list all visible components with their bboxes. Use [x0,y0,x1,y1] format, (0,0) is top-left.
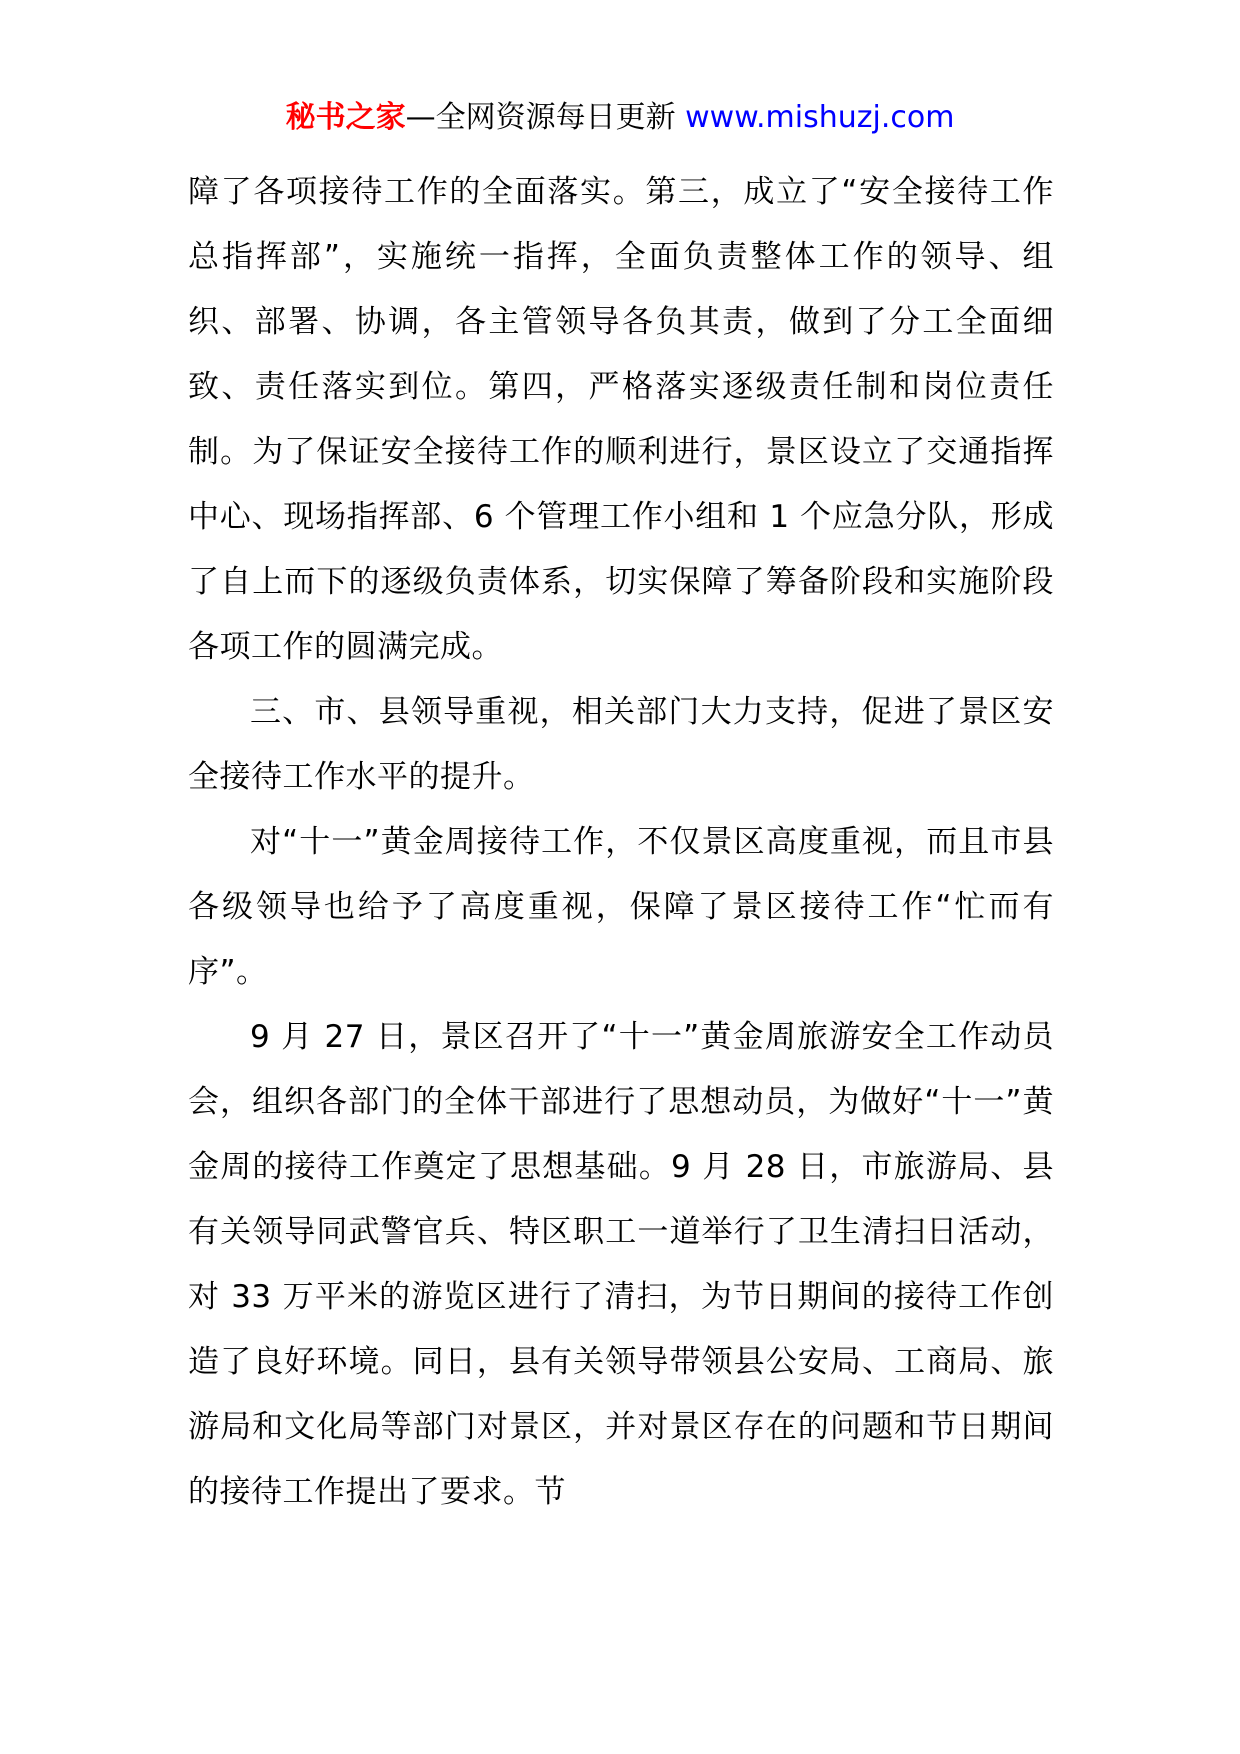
site-header [0,98,1240,138]
paragraph-continued: 障了各项接待工作的全面落实。第三，成立了“安全接待工作总指挥部”，实施统一指挥，全面负责整体工作的领导、组织、部署、协调，各主管领导各负其责，做到了分工全面细致、责任落实到位。第四，严格落实逐级责任制和岗位责任制。为了保证安全接待工作的顺利进行，景区设立了交通指挥中心、现场指挥部、6 个管理工作小组和 1 个应急分队，形成了自上而下的逐级负责体系，切实保障了筹备阶段和实施阶段各项工作的圆满完成。 [188,174,1054,665]
document-body [188,160,1054,1525]
paragraph: 对“十一”黄金周接待工作，不仅景区高度重视，而且市县各级领导也给予了高度重视，保障了景区接待工作“忙而有序”。 [188,824,1054,990]
header-slogan: —全网资源每日更新 [405,100,676,135]
site-url-link[interactable]: www.mishuzj.com [685,100,955,135]
section-heading: 三、市、县领导重视，相关部门大力支持，促进了景区安全接待工作水平的提升。 [188,694,1054,795]
brand-name: 秘书之家 [285,100,406,135]
paragraph: 9 月 27 日，景区召开了“十一”黄金周旅游安全工作动员会，组织各部门的全体干部进行了思想动员，为做好“十一”黄金周的接待工作奠定了思想基础。9 月 28 日，市旅游局、县有关领导同武警官兵、特区职工一道举行了卫生清扫日活动，对 33 万平米的游览区进行了清扫，为节日期间的接待工作创造了良好环境。同日，县有关领导带领县公安局、工商局、旅游局和文化局等部门对景区，并对景区存在的问题和节日期间的接待工作提出了要求。节 [188,1019,1054,1510]
